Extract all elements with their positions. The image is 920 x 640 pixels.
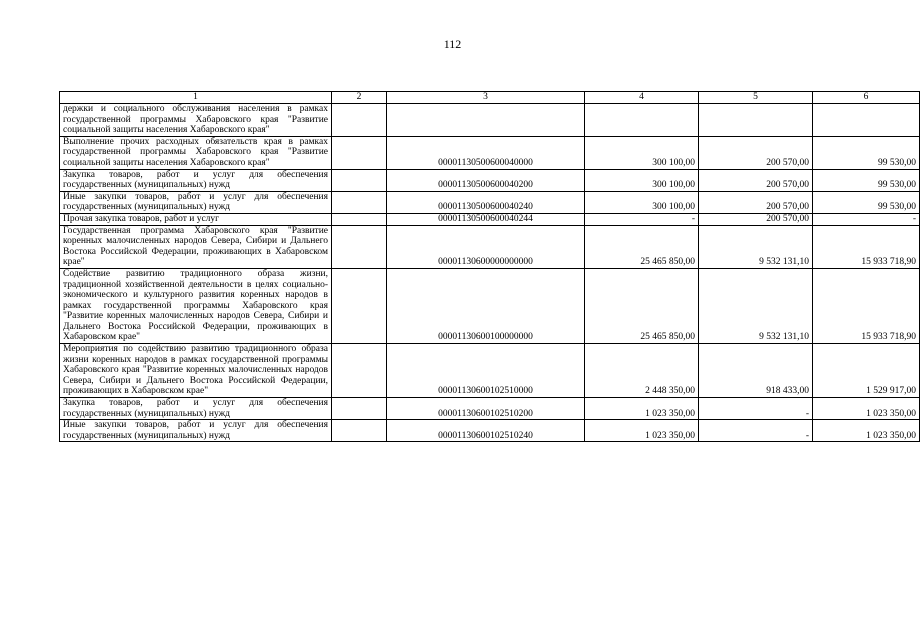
row-col4: - xyxy=(585,213,699,225)
row-col6: 1 023 350,00 xyxy=(813,398,920,420)
table-row xyxy=(60,268,920,343)
row-col2 xyxy=(332,268,387,343)
row-col6: 1 529 917,00 xyxy=(813,344,920,398)
row-col5: 200 570,00 xyxy=(699,169,813,191)
row-code: 00001130500600040000 xyxy=(387,136,585,169)
row-col6: - xyxy=(813,213,920,225)
row-col5: 200 570,00 xyxy=(699,213,813,225)
column-header: 2 xyxy=(332,92,387,104)
row-col2 xyxy=(332,344,387,398)
table-row xyxy=(60,225,920,268)
row-name: Закупка товаров, работ и услуг для обеспечения государственных (муниципальных) нужд xyxy=(60,169,332,191)
row-name: Мероприятия по содействию развитию традиционного образа жизни коренных народов в рамках государственной программы Хабаровского края "Развитие коренных малочисленных народов Севера, Сибири и Дальнего Востока Российской Федерации, проживающих в Хабаровском крае" xyxy=(60,344,332,398)
row-code: 00001130500600040240 xyxy=(387,191,585,213)
row-code: 00001130600102510240 xyxy=(387,420,585,442)
column-header: 3 xyxy=(387,92,585,104)
row-col5: 9 532 131,10 xyxy=(699,225,813,268)
row-col2 xyxy=(332,169,387,191)
table-row xyxy=(60,420,920,442)
row-code: 00001130600102510000 xyxy=(387,344,585,398)
row-name: Прочая закупка товаров, работ и услуг xyxy=(60,213,332,225)
table-row xyxy=(60,213,920,225)
row-col5: 200 570,00 xyxy=(699,191,813,213)
row-name: Закупка товаров, работ и услуг для обеспечения государственных (муниципальных) нужд xyxy=(60,398,332,420)
row-col4: 300 100,00 xyxy=(585,169,699,191)
page-number: 112 xyxy=(443,37,462,51)
row-col5: - xyxy=(699,420,813,442)
column-header: 4 xyxy=(585,92,699,104)
row-col2 xyxy=(332,420,387,442)
row-col6: 15 933 718,90 xyxy=(813,225,920,268)
row-col2 xyxy=(332,104,387,137)
row-col2 xyxy=(332,398,387,420)
row-col5: 918 433,00 xyxy=(699,344,813,398)
row-col2 xyxy=(332,191,387,213)
column-header: 5 xyxy=(699,92,813,104)
row-col2 xyxy=(332,136,387,169)
row-col4: 1 023 350,00 xyxy=(585,398,699,420)
budget-table xyxy=(59,91,920,442)
column-header: 1 xyxy=(60,92,332,104)
row-col6: 15 933 718,90 xyxy=(813,268,920,343)
row-col4: 2 448 350,00 xyxy=(585,344,699,398)
row-code xyxy=(387,104,585,137)
row-name: Иные закупки товаров, работ и услуг для обеспечения государственных (муниципальных) нужд xyxy=(60,191,332,213)
table-header-row xyxy=(60,92,920,104)
row-name: Содействие развитию традиционного образа жизни, традиционной хозяйственной деятельности в целях социально-экономического и культурного развития коренных народов в рамках государственной программы Хабаровского края "Развитие коренных малочисленных народов Севера, Сибири и Дальнего Востока Российской Федерации, проживающих в Хабаровском крае" xyxy=(60,268,332,343)
table-row xyxy=(60,136,920,169)
row-col6: 99 530,00 xyxy=(813,169,920,191)
row-name: Иные закупки товаров, работ и услуг для обеспечения государственных (муниципальных) нужд xyxy=(60,420,332,442)
row-code: 00001130600102510200 xyxy=(387,398,585,420)
table-row xyxy=(60,169,920,191)
table-row xyxy=(60,398,920,420)
row-col5: 9 532 131,10 xyxy=(699,268,813,343)
row-col4 xyxy=(585,104,699,137)
row-col2 xyxy=(332,213,387,225)
table-row xyxy=(60,191,920,213)
row-name: держки и социального обслуживания населения в рамках государственной программы Хабаровского края "Развитие социальной защиты населения Хабаровского края" xyxy=(60,104,332,137)
row-col5 xyxy=(699,104,813,137)
table-row xyxy=(60,344,920,398)
row-name: Государственная программа Хабаровского края "Развитие коренных малочисленных народов Севера, Сибири и Дальнего Востока Российской Федерации, проживающих в Хабаровском крае" xyxy=(60,225,332,268)
row-col6 xyxy=(813,104,920,137)
row-name: Выполнение прочих расходных обязательств края в рамках государственной программы Хабаровского края "Развитие социальной защиты населения Хабаровского края" xyxy=(60,136,332,169)
row-col6: 99 530,00 xyxy=(813,191,920,213)
row-col4: 25 465 850,00 xyxy=(585,268,699,343)
row-col2 xyxy=(332,225,387,268)
table-row xyxy=(60,104,920,137)
row-col6: 1 023 350,00 xyxy=(813,420,920,442)
row-col5: 200 570,00 xyxy=(699,136,813,169)
row-code: 00001130500600040244 xyxy=(387,213,585,225)
row-code: 00001130600000000000 xyxy=(387,225,585,268)
row-col6: 99 530,00 xyxy=(813,136,920,169)
row-code: 00001130600100000000 xyxy=(387,268,585,343)
row-col4: 300 100,00 xyxy=(585,136,699,169)
column-header: 6 xyxy=(813,92,920,104)
row-col4: 1 023 350,00 xyxy=(585,420,699,442)
row-col5: - xyxy=(699,398,813,420)
row-col4: 300 100,00 xyxy=(585,191,699,213)
row-code: 00001130500600040200 xyxy=(387,169,585,191)
row-col4: 25 465 850,00 xyxy=(585,225,699,268)
